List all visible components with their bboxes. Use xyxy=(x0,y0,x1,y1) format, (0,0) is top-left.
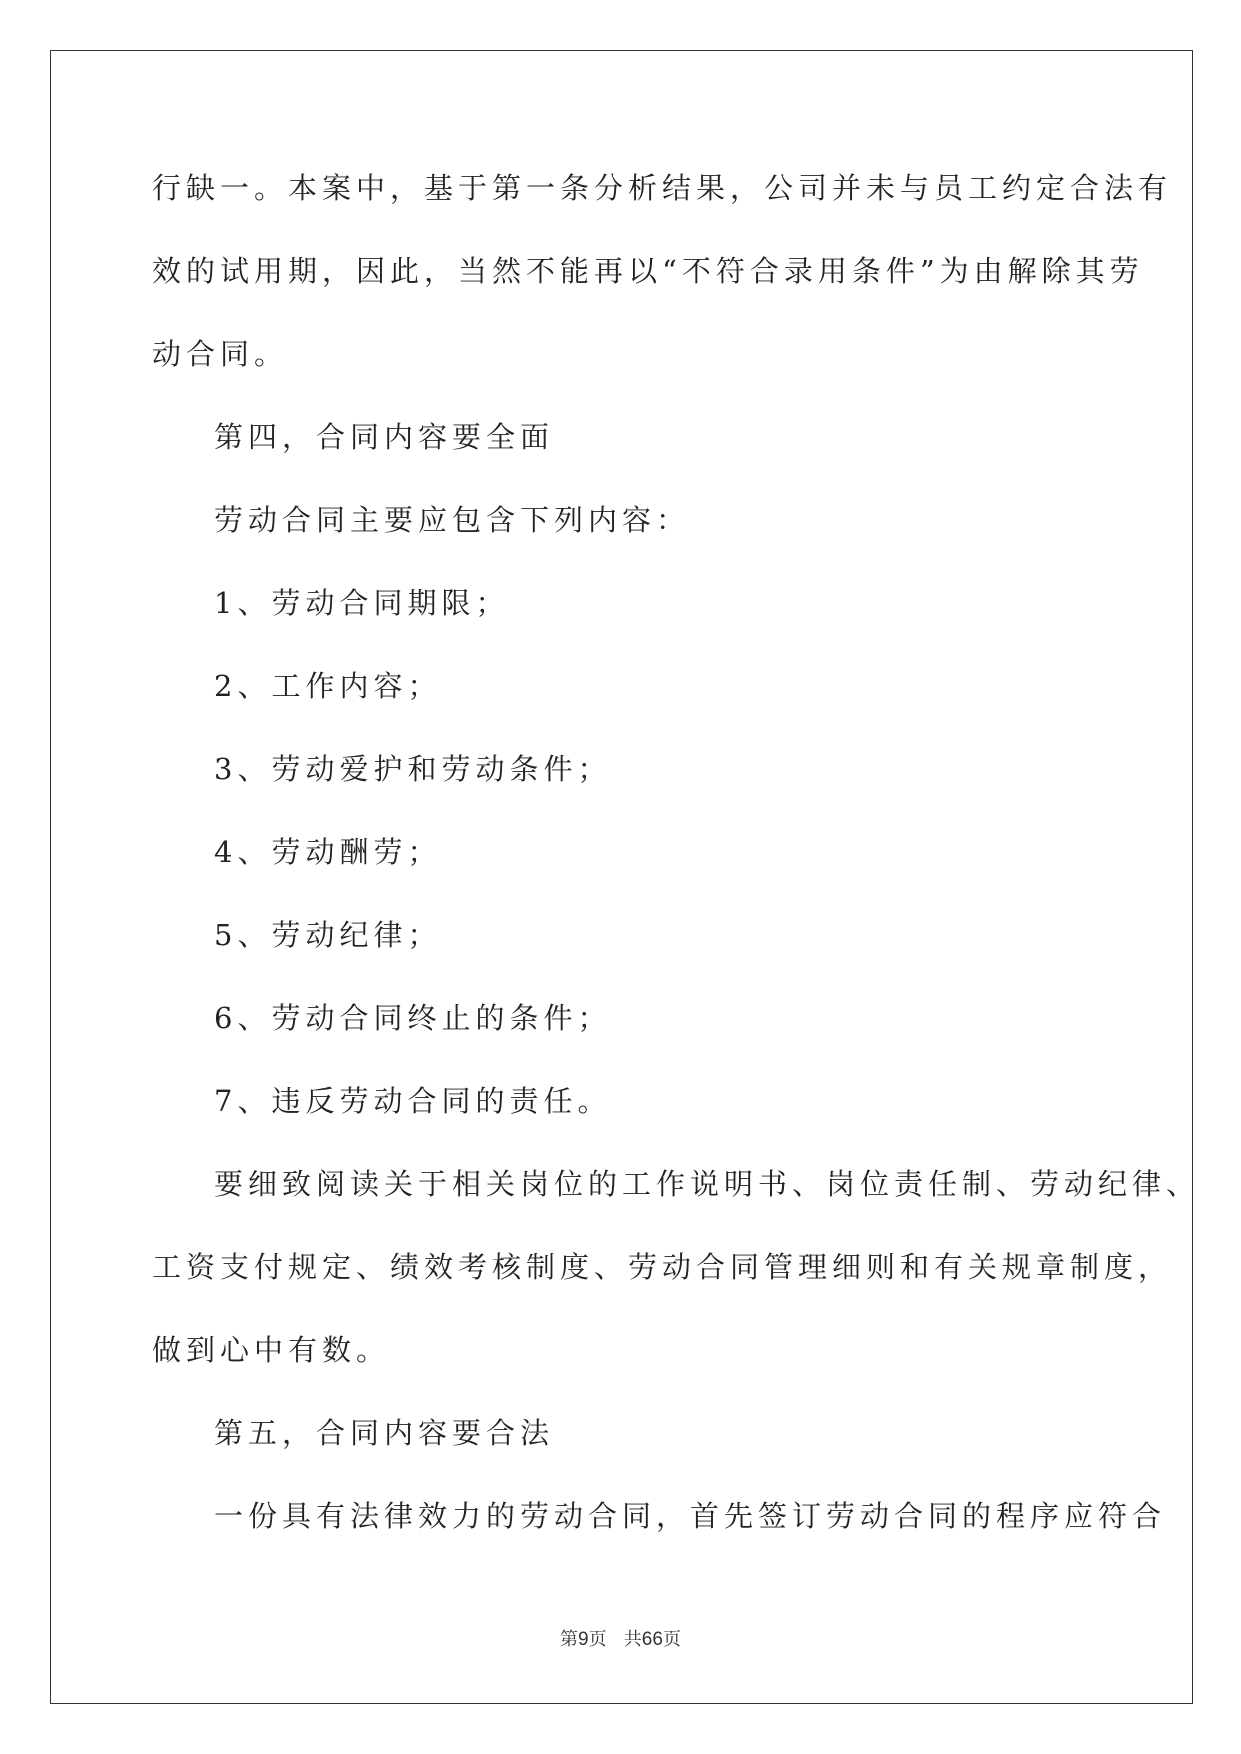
body-line-2: 效的试用期，因此，当然不能再以“不符合录用条件”为由解除其劳 xyxy=(152,254,1144,288)
body-line-14: 工资支付规定、绩效考核制度、劳动合同管理细则和有关规章制度， xyxy=(152,1250,1173,1284)
body-line-15: 做到心中有数。 xyxy=(152,1333,391,1367)
body-line-17: 一份具有法律效力的劳动合同，首先签订劳动合同的程序应符合 xyxy=(214,1499,1167,1533)
body-line-5: 劳动合同主要应包含下列内容： xyxy=(214,503,691,537)
list-item-4: 4、劳动酬劳； xyxy=(214,835,442,869)
footer-total-suffix: 页 xyxy=(662,1629,681,1650)
body-line-13: 要细致阅读关于相关岗位的工作说明书、岗位责任制、劳动纪律、 xyxy=(214,1167,1201,1201)
body-line-3: 动合同。 xyxy=(152,337,289,371)
list-item-5: 5、劳动纪律； xyxy=(214,918,442,952)
footer-page-number: 9 xyxy=(578,1629,589,1650)
section-heading-5: 第五，合同内容要合法 xyxy=(214,1416,555,1450)
footer-page-suffix: 页 xyxy=(588,1629,607,1650)
footer-total-prefix: 共 xyxy=(623,1629,642,1650)
body-line-1: 行缺一。本案中，基于第一条分析结果，公司并未与员工约定合法有 xyxy=(152,171,1173,205)
page-frame xyxy=(50,50,1193,1704)
list-item-6: 6、劳动合同终止的条件； xyxy=(214,1001,612,1035)
list-item-1: 1、劳动合同期限； xyxy=(214,586,510,620)
list-item-7: 7、违反劳动合同的责任。 xyxy=(214,1084,612,1118)
footer-total-pages: 66 xyxy=(641,1629,663,1650)
list-item-2: 2、工作内容； xyxy=(214,669,442,703)
section-heading-4: 第四，合同内容要全面 xyxy=(214,420,555,454)
page-footer xyxy=(0,1628,1241,1652)
list-item-3: 3、劳动爱护和劳动条件； xyxy=(214,752,612,786)
footer-prefix: 第 xyxy=(560,1629,579,1650)
